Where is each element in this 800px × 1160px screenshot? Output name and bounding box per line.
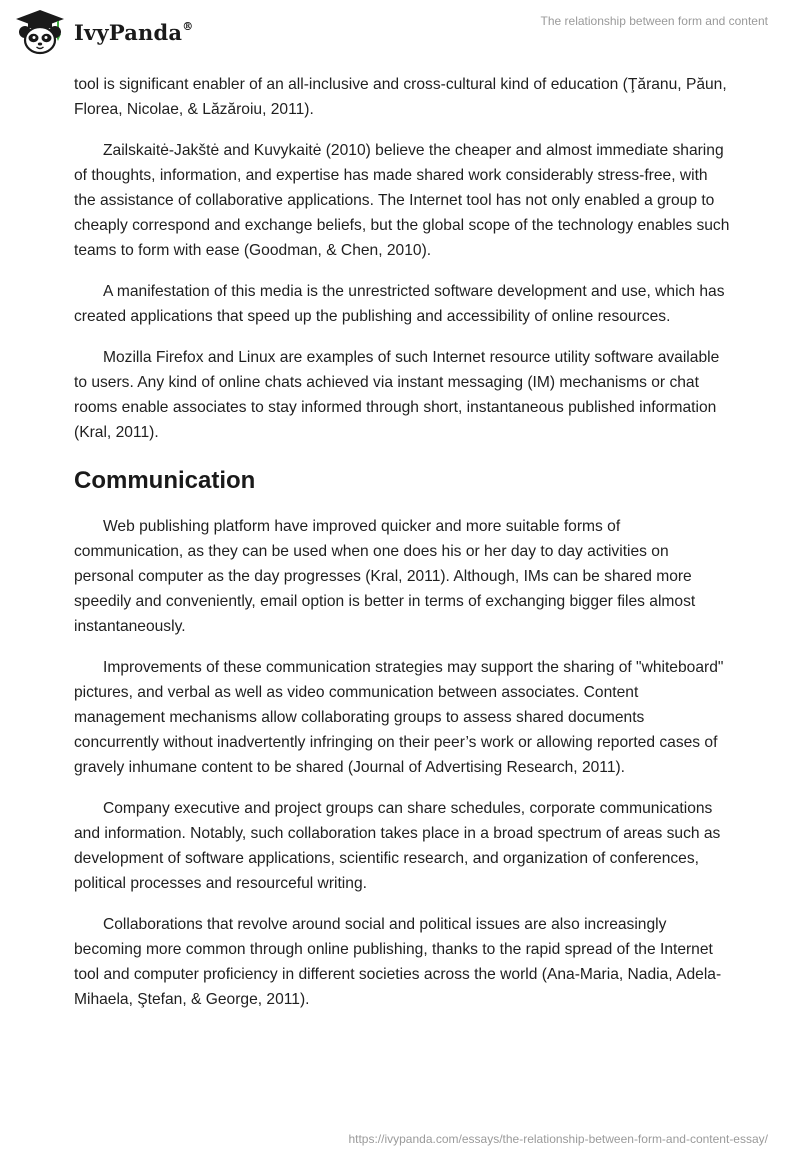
section-heading: Communication <box>74 467 256 494</box>
paragraph: Zailskaitė-Jakštė and Kuvykaitė (2010) believe the cheaper and almost immediate sharing of thoughts, information, and expertise has made shared work considerably stress-free, with the assistance of collaborative applications. The Internet tool has not only enabled a group to cheaply correspond and exchange beliefs, but the global scope of the technology enables such teams to form with ease (Goodman, & Chen, 2010). <box>74 142 730 259</box>
source-url[interactable]: https://ivypanda.com/essays/the-relationship-between-form-and-content-essay/ <box>348 1132 768 1146</box>
panda-graduate-logo-icon <box>14 8 66 56</box>
paragraph: Company executive and project groups can share schedules, corporate communications and information. Notably, such collaboration takes place in a broad spectrum of areas such as development of software applications, scientific research, and organization of conferences, political processes and resourceful writing. <box>74 800 721 892</box>
registered-mark: ® <box>182 19 194 33</box>
document-title: The relationship between form and content <box>540 14 768 28</box>
brand-name <box>74 20 193 45</box>
paragraph: Improvements of these communication strategies may support the sharing of "whiteboard" pictures, and verbal as well as video communication between associates. Content management mechanisms allow collaborating groups to assess shared documents concurrently without inadvertently infringing on their peer’s work or allowing reported cases of gravely inhumane content to be shared (Journal of Advertising Research, 2011). <box>74 659 724 776</box>
page-header <box>0 0 800 70</box>
paragraph: Web publishing platform have improved quicker and more suitable forms of communication, as they can be used when one does his or her day to day activities on personal computer as the day progresses (Kral, 2011). Although, IMs can be shared more speedily and conveniently, email option is better in terms of exchanging bigger files almost instantaneously. <box>74 518 696 635</box>
brand-logo[interactable] <box>14 8 193 56</box>
essay-content <box>74 72 730 1028</box>
paragraph: A manifestation of this media is the unrestricted software development and use, which has created applications that speed up the publishing and accessibility of online resources. <box>74 283 725 325</box>
paragraph: tool is significant enabler of an all-inclusive and cross-cultural kind of education (Ţăranu, Păun, Florea, Nicolae, & Lăzăroiu, 2011). <box>74 76 727 118</box>
paragraph: Mozilla Firefox and Linux are examples of such Internet resource utility software available to users. Any kind of online chats achieved via instant messaging (IM) mechanisms or chat rooms enable associates to stay informed through short, instantaneous published information (Kral, 2011). <box>74 349 720 441</box>
brand-name-text: IvyPanda <box>74 19 183 45</box>
paragraph: Collaborations that revolve around social and political issues are also increasingly becoming more common through online publishing, thanks to the rapid spread of the Internet tool and computer proficiency in different societies across the world (Ana-Maria, Nadia, Adela-Mihaela, Ştefan, & George, 2011). <box>74 916 722 1008</box>
